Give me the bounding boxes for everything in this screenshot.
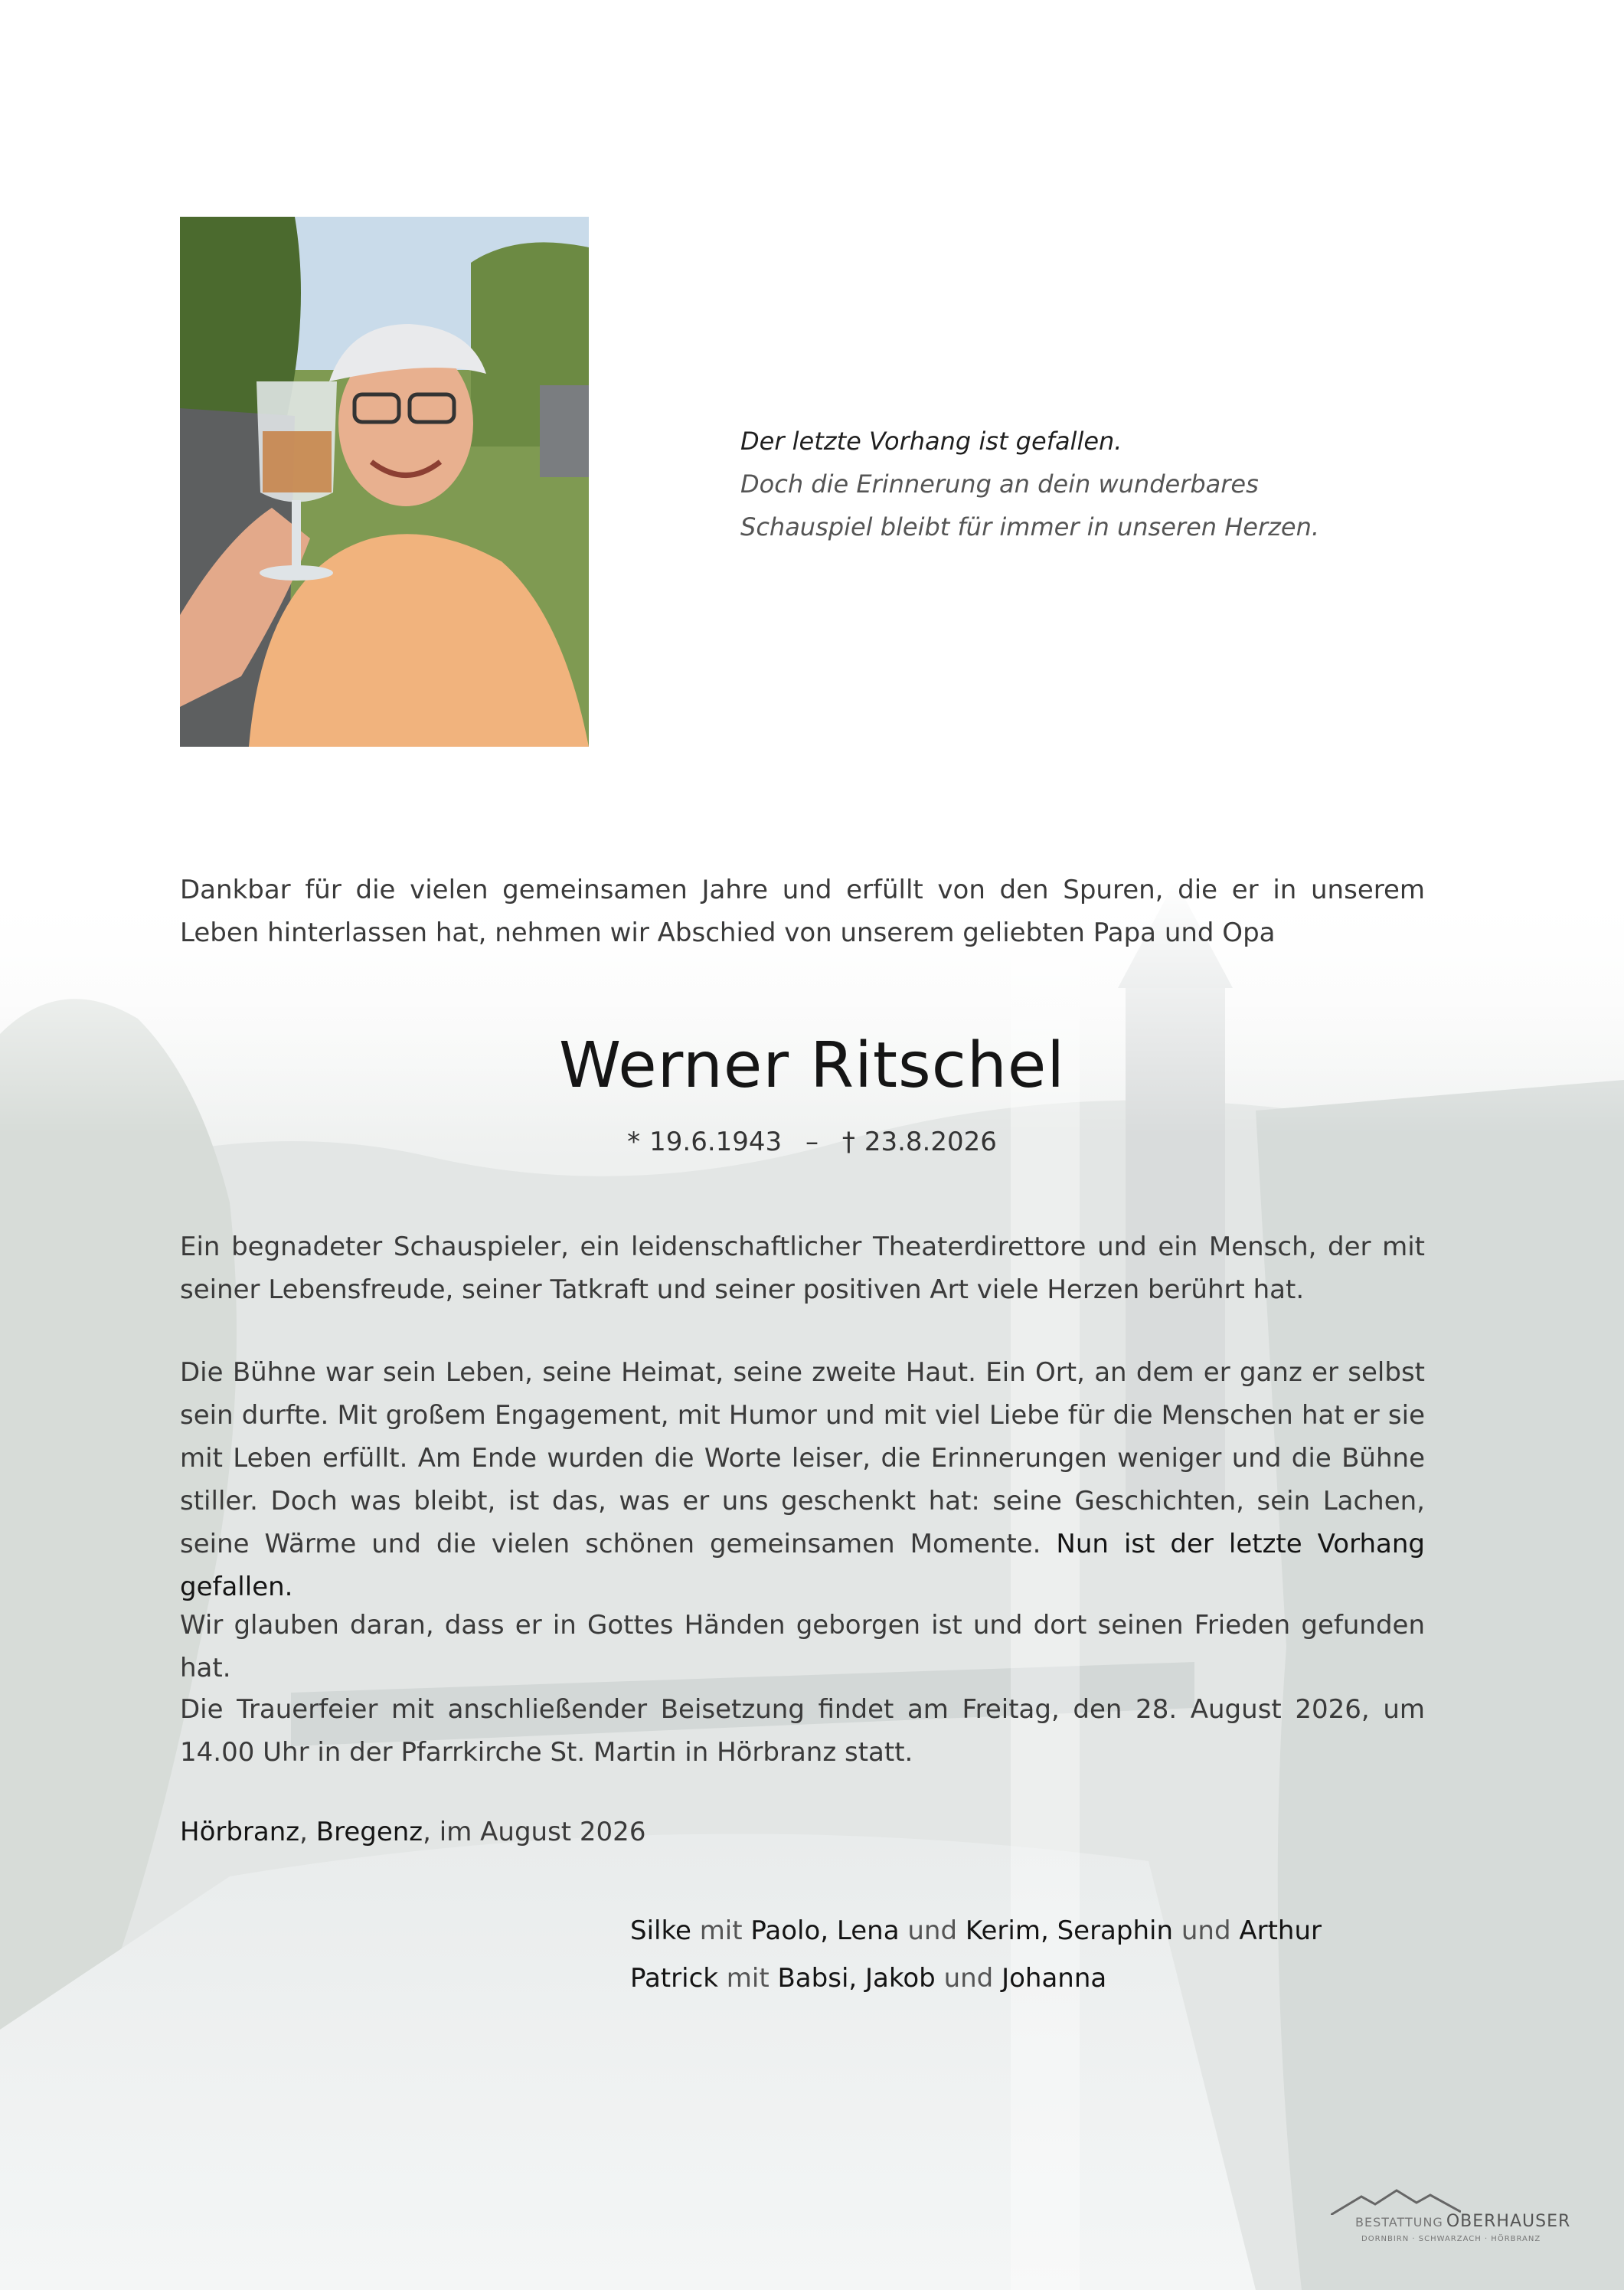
mourner-name: Silke [630,1915,691,1946]
paragraph-stage-text: Die Bühne war sein Leben, seine Heimat, seine zweite Haut. Ein Ort, an dem er ganz er selbst sein durfte. Mit großem Engagement, mit Humor und mit viel Liebe für die Menschen hat er sie mit Leben erfüllt. Am Ende wurden die Worte leiser, die Erinnerungen weniger und die Bühne stiller. Doch was bleibt, ist das, was er uns geschenkt hat: seine Geschichten, sein Lachen, seine Wärme und die vielen schönen gemeinsamen Momente. [180,1357,1425,1559]
place-and-date [180,1811,1425,1853]
signoff-date: , im August 2026 [423,1817,646,1847]
memorial-quote [740,420,1430,548]
portrait-photo [180,217,589,747]
mourner-name: Lena [836,1915,900,1946]
mountain-icon [1331,2189,1461,2215]
paragraph-stage [180,1351,1425,1608]
paragraph-stage-emphasis: Nun ist der letzte Vorhang gefallen. [180,1529,1425,1602]
death-date: 23.8.2026 [864,1127,997,1157]
quote-line-3: Schauspiel bleibt für immer in unseren Herzen. [740,512,1320,541]
mourner-name: Patrick [630,1963,718,1994]
mourners-row-1 [630,1907,1472,1955]
deceased-name: Werner Ritschel [558,1029,1066,1102]
mourner-name: Paolo [750,1915,821,1946]
mourner-name: Kerim [965,1915,1041,1946]
mourner-name: Jakob [865,1963,936,1994]
place-comma: , [299,1817,308,1847]
logo-locations: DORNBIRN · SCHWARZACH · HÖRBRANZ [1361,2235,1541,2243]
mourner-connector: und [1181,1915,1231,1946]
paragraph-faith: Wir glauben daran, dass er in Gottes Händen geborgen ist und dort seinen Frieden gefunden hat. [180,1610,1425,1683]
date-dash: – [805,1127,819,1157]
life-dates [0,1123,1624,1161]
intro-text: Dankbar für die vielen gemeinsamen Jahre und erfüllt von den Spuren, die er in unserem Leben hinterlassen hat, nehmen wir Abschied von unserem geliebten Papa und Opa [180,875,1425,948]
mourner-connector: mit [699,1915,743,1946]
mourners-list [630,1907,1472,2002]
paragraph-tribute: Ein begnadeter Schauspieler, ein leidenschaftlicher Theaterdirettore und ein Mensch, der mit seiner Lebensfreude, seiner Tatkraft und seiner positiven Art viele Herzen berührt hat. [180,1232,1425,1305]
mourner-separator: , [820,1915,829,1946]
mourner-name: Arthur [1239,1915,1322,1946]
funeral-home-logo [1331,2189,1576,2250]
quote-line-2: Doch die Erinnerung an dein wunderbares [740,469,1259,499]
mourner-connector: und [907,1915,958,1946]
logo-name: OBERHAUSER [1446,2212,1571,2231]
place-1: Hörbranz [180,1817,300,1847]
mourner-name: Seraphin [1057,1915,1174,1946]
birth-date: 19.6.1943 [649,1127,783,1157]
mourner-connector: mit [726,1963,770,1994]
mourner-name: Babsi [777,1963,849,1994]
birth-symbol: * [627,1127,641,1157]
mourner-separator: , [1040,1915,1049,1946]
quote-line-1: Der letzte Vorhang ist gefallen. [740,427,1122,456]
mourner-connector: und [943,1963,994,1994]
mourner-name: Johanna [1002,1963,1107,1994]
logo-wordmark [1355,2212,1570,2231]
place-2: Bregenz [315,1817,423,1847]
logo-prefix: BESTATTUNG [1355,2215,1443,2229]
mourners-row-2 [630,1955,1472,2002]
paragraph-funeral-details: Die Trauerfeier mit anschließender Beisetzung findet am Freitag, den 28. August 2026, um 14.00 Uhr in der Pfarrkirche St. Martin in Hörbranz statt. [180,1694,1425,1768]
death-symbol: † [841,1127,855,1157]
mourner-separator: , [848,1963,858,1994]
